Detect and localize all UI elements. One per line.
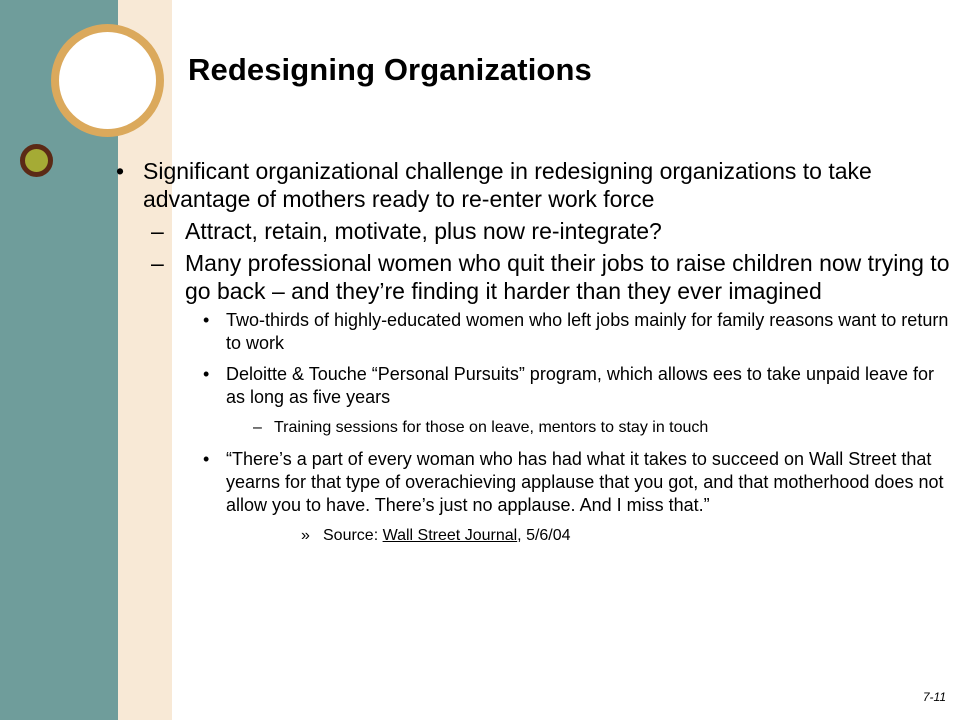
bullet-main (100, 157, 950, 213)
large-circle-decoration (51, 24, 164, 137)
page-number: 7-11 (922, 690, 946, 704)
bullet-text: Training sessions for those on leave, mentors to stay in touch (274, 419, 709, 436)
bullet-text: Attract, retain, motivate, plus now re-integrate? (185, 218, 662, 244)
bullet-text: Significant organizational challenge in redesigning organizations to take advantage of mothers ready to re-enter work force (143, 158, 872, 212)
source-date: , 5/6/04 (517, 527, 571, 544)
dash-marker: – (253, 419, 262, 436)
bullet-text: Two-thirds of highly-educated women who left jobs mainly for family reasons want to return to work (226, 310, 949, 353)
bullet-marker: • (203, 310, 210, 330)
source-prefix: Source: (323, 527, 383, 544)
bullet-marker: • (203, 364, 210, 384)
slide-title: Redesigning Organizations (188, 52, 592, 87)
sub-sub-bullet-quote (100, 448, 950, 517)
source-citation (100, 525, 950, 547)
sub-sub-bullet-deloitte (100, 363, 950, 409)
sub-sub-bullet-two-thirds (100, 309, 950, 355)
dash-marker: – (151, 250, 164, 276)
bullet-marker: • (203, 449, 210, 469)
bullet-text: Many professional women who quit their jobs to raise children now trying to go back – and they’re finding it harder than they ever imagined (185, 250, 950, 304)
sub-bullet-professional-women (100, 249, 950, 305)
dash-marker: – (151, 218, 164, 244)
bullet-text: Deloitte & Touche “Personal Pursuits” program, which allows ees to take unpaid leave for as long as five years (226, 364, 935, 407)
source-publication: Wall Street Journal (382, 527, 518, 544)
small-circle-decoration (20, 144, 53, 177)
quote-text: “There’s a part of every woman who has had what it takes to succeed on Wall Street that yearns for that type of overachieving applause that you got, and that motherhood does not allow you to have. There’s just no applause. And I miss that.” (226, 449, 944, 515)
bullet-marker: • (116, 158, 125, 184)
chevron-marker: » (301, 527, 310, 544)
slide-content (100, 157, 950, 547)
sub-bullet-attract (100, 217, 950, 245)
level4-bullet-training (100, 417, 950, 439)
